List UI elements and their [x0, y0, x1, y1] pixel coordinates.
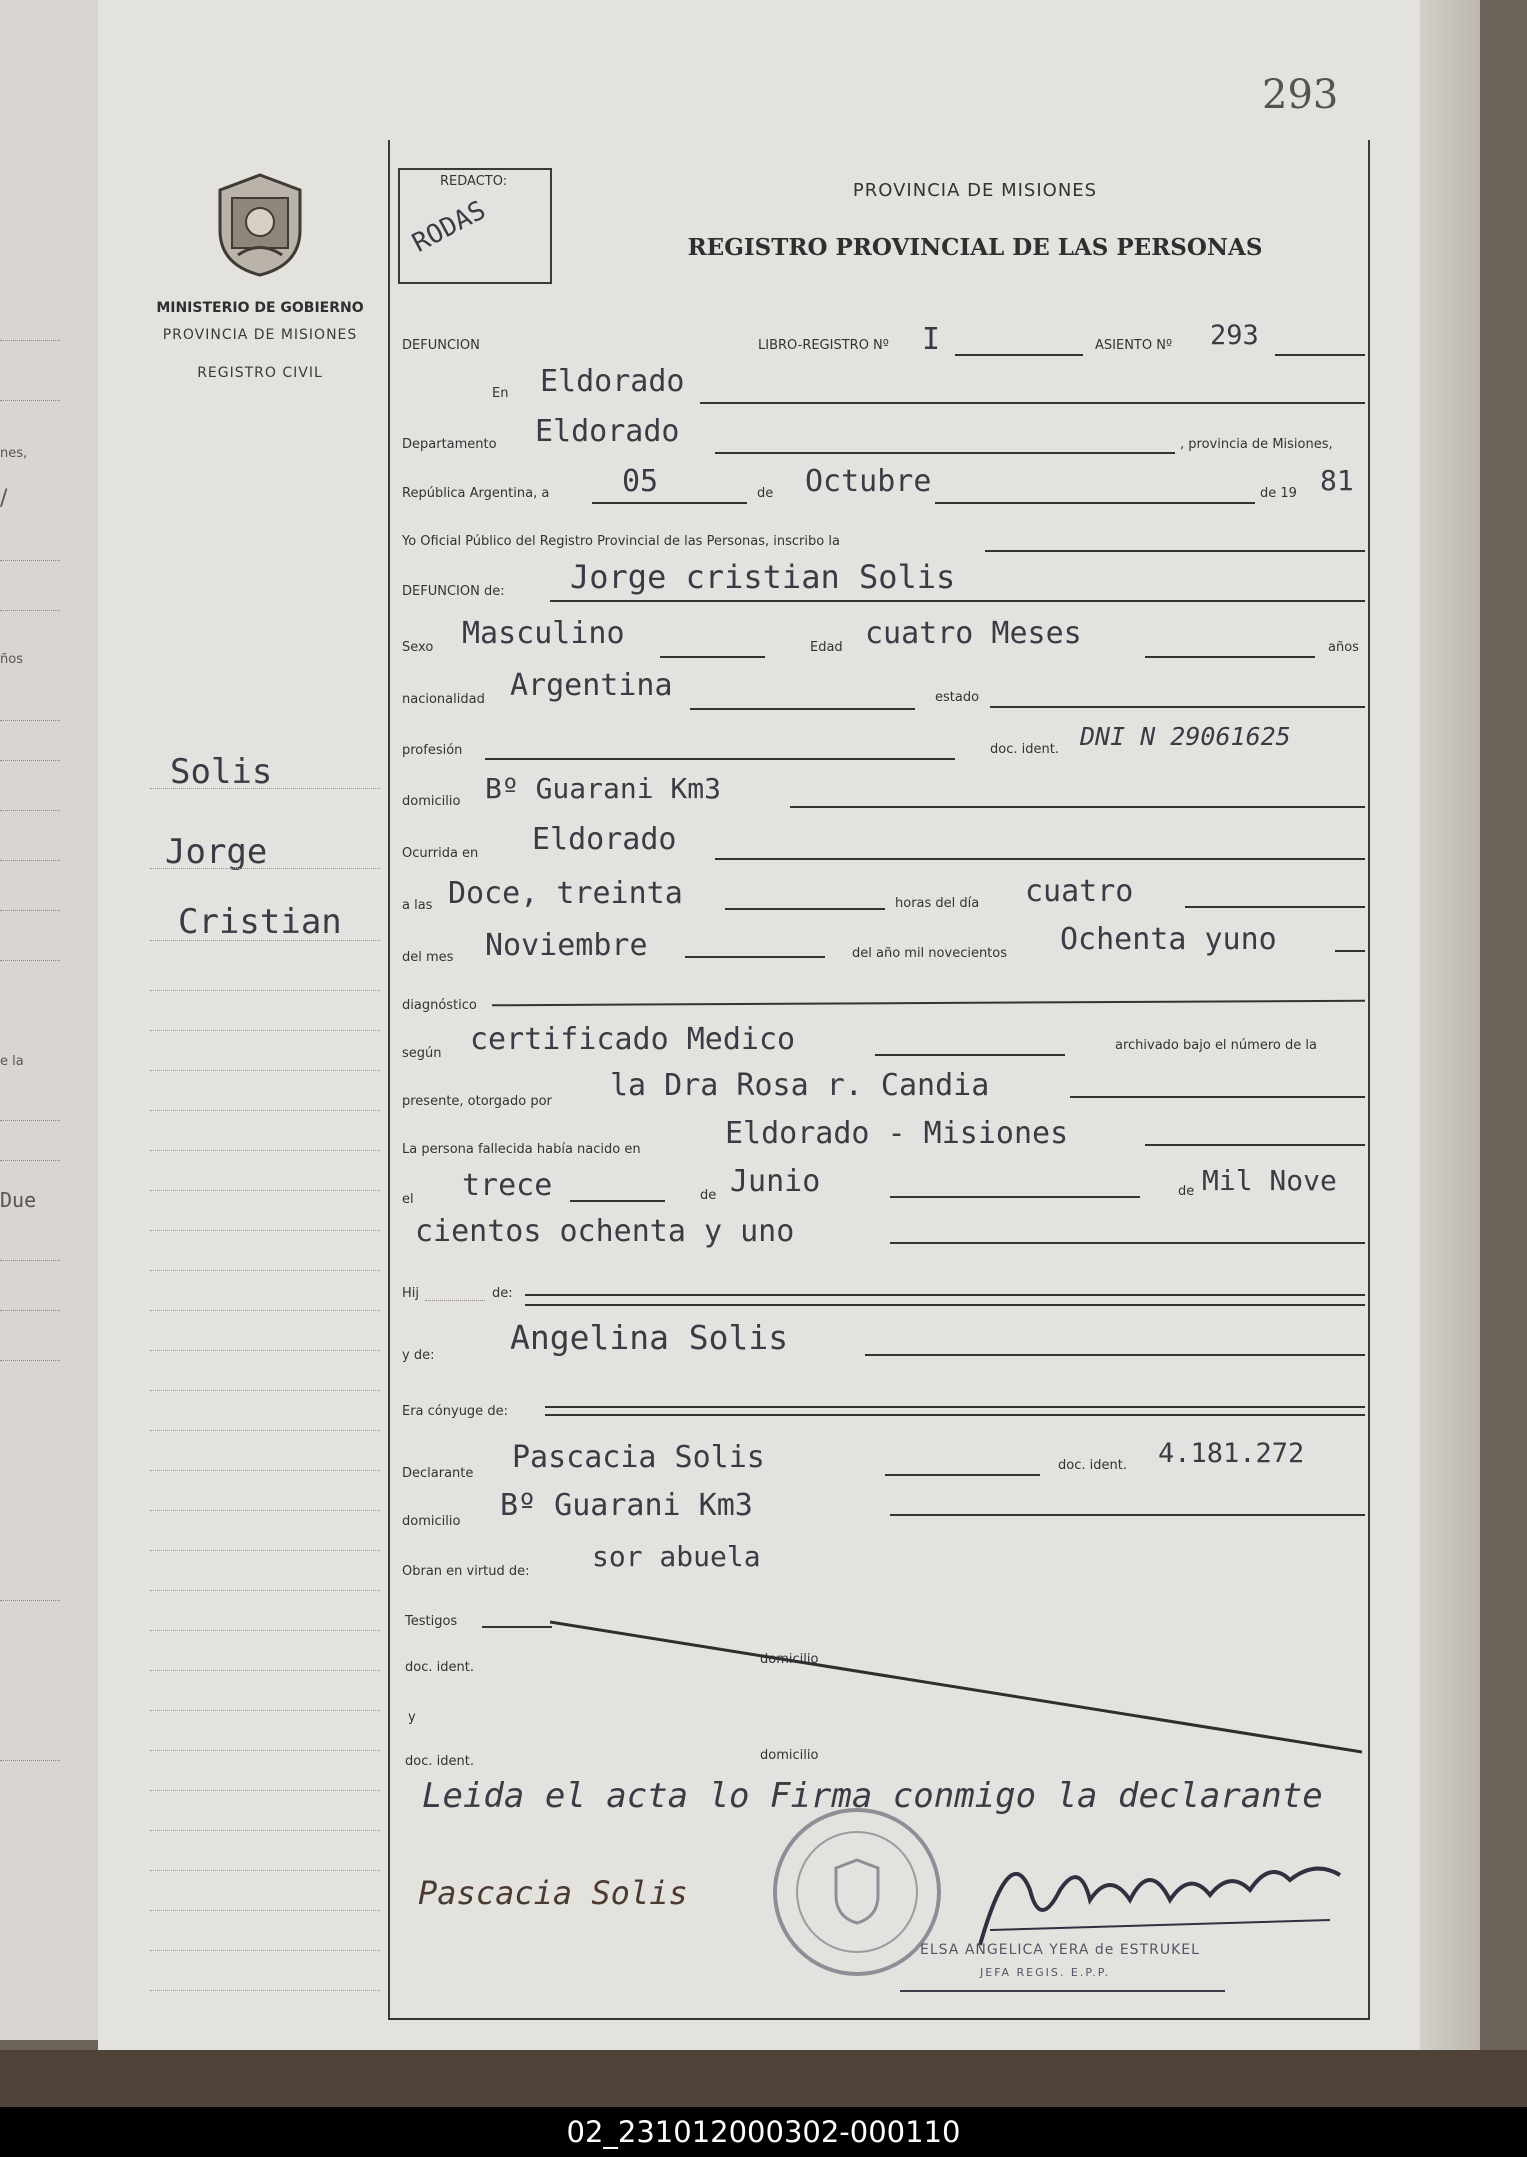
closing-text: Leida el acta lo Firma conmigo la declarante	[422, 1776, 1323, 1816]
left-rule	[0, 340, 60, 341]
hij-dots	[425, 1300, 485, 1301]
left-rule	[0, 720, 60, 721]
hij-line-2	[525, 1304, 1365, 1306]
asiento-value: 293	[1210, 320, 1259, 351]
oficial-text: Yo Oficial Público del Registro Provincial de las Personas, inscribo la	[402, 534, 840, 549]
defuncion-de-label: DEFUNCION de:	[402, 584, 505, 599]
strike-through-line	[550, 1618, 1365, 1758]
margin-rule	[150, 1990, 380, 1991]
margin-rule	[150, 1950, 380, 1951]
asiento-line	[1275, 354, 1365, 356]
profesion-label: profesión	[402, 743, 463, 758]
margin-rule	[150, 788, 380, 789]
sexo-value: Masculino	[462, 616, 625, 651]
del-ano-label: del año mil novecientos	[852, 946, 1008, 961]
declarante-label: Declarante	[402, 1466, 474, 1481]
diagnostico-label: diagnóstico	[402, 998, 477, 1013]
left-fragment: nes,	[0, 446, 28, 461]
left-fragment: ños	[0, 652, 23, 667]
ocurrida-line	[715, 858, 1365, 860]
deceased-line	[550, 600, 1365, 602]
margin-rule	[150, 1110, 380, 1111]
margin-rule	[150, 1310, 380, 1311]
ocurrida-label: Ocurrida en	[402, 846, 479, 861]
margin-rule	[150, 1670, 380, 1671]
asiento-label: ASIENTO Nº	[1095, 338, 1173, 353]
hij-de-label: de:	[492, 1286, 513, 1301]
frame-left-line	[388, 140, 390, 2020]
testigos-line	[482, 1626, 552, 1628]
testigos-label: Testigos	[405, 1614, 458, 1629]
margin-rule	[150, 1910, 380, 1911]
del-mes-label: del mes	[402, 950, 454, 965]
conyuge-line-1	[545, 1406, 1365, 1408]
ano-value: Ochenta yuno	[1060, 922, 1277, 957]
stamp-role: JEFA REGIS. E.P.P.	[980, 1966, 1111, 1979]
signature-declarante: Pascacia Solis	[418, 1874, 688, 1912]
stamp-name: ELSA ANGELICA YERA de ESTRUKEL	[920, 1942, 1200, 1958]
el-label: el	[402, 1192, 414, 1207]
previous-page-strip	[0, 0, 100, 2040]
estado-label: estado	[935, 690, 980, 705]
republica-label: República Argentina, a	[402, 486, 550, 501]
margin-rule	[150, 1230, 380, 1231]
birth-year-line	[890, 1242, 1365, 1244]
stamp-underline	[900, 1990, 1225, 1992]
book-shadow-band	[0, 2050, 1527, 2107]
ocurrida-value: Eldorado	[532, 822, 677, 857]
birth-day-value: trece	[462, 1168, 553, 1203]
margin-rule	[150, 1510, 380, 1511]
sexo-line	[660, 656, 765, 658]
margin-rule	[150, 868, 380, 869]
margin-rule	[150, 1270, 380, 1271]
official-seal-icon	[770, 1805, 945, 1980]
day-value: 05	[622, 464, 659, 499]
declarante-doc-label: doc. ident.	[1058, 1458, 1127, 1473]
redacto-label: REDACTO:	[440, 174, 508, 189]
birth-month-value: Junio	[730, 1164, 821, 1199]
hora-value: Doce, treinta	[448, 876, 683, 911]
declarante-value: Pascacia Solis	[512, 1440, 765, 1475]
profesion-line	[485, 758, 955, 760]
left-rule	[0, 810, 60, 811]
ministry-line1: MINISTERIO DE GOBIERNO	[156, 300, 364, 316]
frame-right-line	[1368, 140, 1370, 2020]
left-fragment: Due	[0, 1188, 37, 1212]
edad-line	[1145, 656, 1315, 658]
segun-line	[875, 1054, 1065, 1056]
ministry-line3: REGISTRO CIVIL	[197, 365, 323, 381]
margin-rule	[150, 1790, 380, 1791]
left-rule	[0, 400, 60, 401]
margin-rule	[150, 1590, 380, 1591]
testigo2-domicilio-label: domicilio	[760, 1748, 819, 1763]
libro-label: LIBRO-REGISTRO Nº	[758, 338, 889, 353]
conyuge-line-2	[545, 1414, 1365, 1416]
obran-label: Obran en virtud de:	[402, 1564, 530, 1579]
presente-label: presente, otorgado por	[402, 1094, 552, 1109]
margin-rule	[150, 1470, 380, 1471]
domicilio-label: domicilio	[402, 794, 461, 809]
declarante-domicilio-line	[890, 1514, 1365, 1516]
margin-rule	[150, 1070, 380, 1071]
estado-line	[990, 706, 1365, 708]
testigo1-doc-label: doc. ident.	[405, 1660, 474, 1675]
margin-rule	[150, 1190, 380, 1191]
en-line	[700, 402, 1365, 404]
dia-value: cuatro	[1025, 874, 1134, 909]
left-rule	[0, 560, 60, 561]
year-prefix: de 19	[1260, 486, 1297, 501]
image-caption: 02_231012000302-000110	[0, 2107, 1527, 2157]
en-value: Eldorado	[540, 364, 685, 399]
horas-dia-label: horas del día	[895, 896, 980, 911]
declarante-line	[885, 1474, 1040, 1476]
declarante-doc-value: 4.181.272	[1158, 1438, 1305, 1469]
departamento-line	[715, 452, 1175, 454]
libro-line	[955, 354, 1083, 356]
nacionalidad-label: nacionalidad	[402, 692, 485, 707]
ano-line	[1335, 950, 1365, 952]
y-de-label: y de:	[402, 1348, 435, 1363]
sexo-label: Sexo	[402, 640, 434, 655]
birth-month-line	[890, 1196, 1140, 1198]
margin-rule	[150, 1150, 380, 1151]
declarante-domicilio-value: Bº Guarani Km3	[500, 1488, 753, 1523]
ministry-line2: PROVINCIA DE MISIONES	[162, 327, 358, 343]
left-rule	[0, 1600, 60, 1601]
testigo-y-label: y	[408, 1710, 416, 1725]
left-rule	[0, 860, 60, 861]
page-number: 293	[1262, 72, 1339, 118]
left-rule	[0, 610, 60, 611]
testigo2-doc-label: doc. ident.	[405, 1754, 474, 1769]
redacto-value: RODAS	[407, 195, 491, 259]
defuncion-label: DEFUNCION	[402, 338, 480, 353]
margin-rule	[150, 1350, 380, 1351]
page-edge	[1420, 0, 1480, 2050]
mes-value: Noviembre	[485, 928, 648, 963]
de-label: de	[757, 486, 774, 501]
nacionalidad-line	[690, 708, 915, 710]
left-fragment: e la	[0, 1054, 24, 1069]
presente-value: la Dra Rosa r. Candia	[610, 1068, 990, 1103]
a-las-label: a las	[402, 898, 433, 913]
anos-label: años	[1328, 640, 1359, 655]
hij-label: Hij	[402, 1286, 419, 1301]
left-rule	[0, 1310, 60, 1311]
conyuge-label: Era cónyuge de:	[402, 1404, 508, 1419]
left-rule	[0, 1360, 60, 1361]
birth-year-part2: cientos ochenta y uno	[415, 1214, 795, 1249]
province-heading: PROVINCIA DE MISIONES	[852, 180, 1098, 201]
left-rule	[0, 1760, 60, 1761]
left-fragment: /	[0, 486, 8, 511]
doc-ident-label: doc. ident.	[990, 742, 1059, 757]
birth-day-line	[570, 1200, 665, 1202]
left-rule	[0, 1120, 60, 1121]
provincia-suffix: , provincia de Misiones,	[1180, 437, 1333, 452]
birth-year-part1: Mil Nove	[1202, 1164, 1337, 1197]
month-line	[935, 502, 1255, 504]
edad-label: Edad	[810, 640, 843, 655]
segun-label: según	[402, 1046, 442, 1061]
domicilio-line	[790, 806, 1365, 808]
margin-rule	[150, 1550, 380, 1551]
libro-value: I	[922, 322, 941, 357]
domicilio-value: Bº Guarani Km3	[485, 772, 722, 805]
margin-rule	[150, 1030, 380, 1031]
declarante-domicilio-label: domicilio	[402, 1514, 461, 1529]
frame-bottom-line	[388, 2018, 1370, 2020]
left-rule	[0, 1260, 60, 1261]
segun-value: certificado Medico	[470, 1022, 796, 1057]
margin-first-name: Jorge	[165, 832, 268, 872]
en-label: En	[492, 386, 509, 401]
edad-value: cuatro Meses	[865, 616, 1082, 651]
margin-surname: Solis	[170, 752, 273, 792]
birth-year-de-label: de	[1178, 1184, 1195, 1199]
departamento-value: Eldorado	[535, 414, 680, 449]
registry-title: REGISTRO PROVINCIAL DE LAS PERSONAS	[687, 234, 1263, 261]
deceased-name: Jorge cristian Solis	[570, 558, 956, 596]
mother-line	[865, 1354, 1365, 1356]
mother-value: Angelina Solis	[510, 1318, 789, 1357]
nacido-line	[1145, 1144, 1365, 1146]
margin-rule	[150, 1390, 380, 1391]
year-value: 81	[1320, 464, 1354, 497]
presente-line	[1070, 1096, 1365, 1098]
day-line	[592, 502, 747, 504]
departamento-label: Departamento	[402, 437, 497, 452]
doc-ident-value: DNI N 29061625	[1080, 722, 1291, 751]
birth-de-label: de	[700, 1188, 717, 1203]
coat-of-arms-icon	[210, 170, 310, 280]
nacionalidad-value: Argentina	[510, 668, 673, 703]
hij-line-1	[525, 1294, 1365, 1296]
left-rule	[0, 960, 60, 961]
dia-line	[1185, 906, 1365, 908]
margin-rule	[150, 1630, 380, 1631]
margin-rule	[150, 1830, 380, 1831]
margin-rule	[150, 1430, 380, 1431]
left-rule	[0, 1160, 60, 1161]
margin-second-name: Cristian	[178, 902, 342, 942]
nacido-value: Eldorado - Misiones	[725, 1116, 1069, 1151]
margin-rule	[150, 990, 380, 991]
left-rule	[0, 910, 60, 911]
left-rule	[0, 760, 60, 761]
obran-value: sor abuela	[592, 1540, 761, 1573]
archivado-label: archivado bajo el número de la	[1115, 1038, 1317, 1053]
mes-line	[685, 956, 825, 958]
hora-line	[725, 908, 885, 910]
margin-rule	[150, 1870, 380, 1871]
margin-rule	[150, 940, 380, 941]
margin-rule	[150, 1710, 380, 1711]
margin-rule	[150, 1750, 380, 1751]
month-value: Octubre	[805, 464, 932, 499]
nacido-label: La persona fallecida había nacido en	[402, 1142, 641, 1157]
oficial-line	[985, 550, 1365, 552]
testigo1-domicilio-label: domicilio	[760, 1652, 819, 1667]
